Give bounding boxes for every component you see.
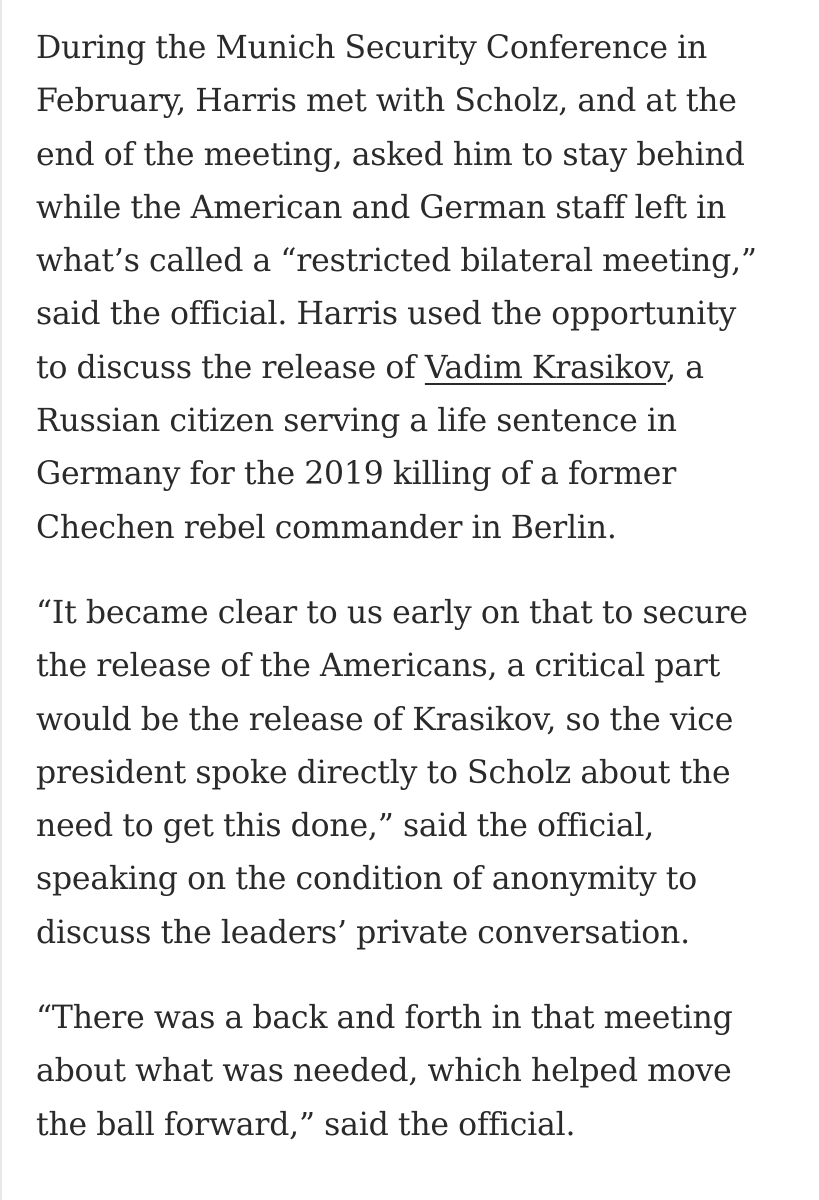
paragraph-line: Chechen rebel commander in Berlin. (36, 509, 617, 546)
paragraph-line: Russian citizen serving a life sentence in (36, 403, 677, 440)
paragraph-line: said the official. Harris used the opportunity (36, 296, 737, 333)
paragraph-line: “There was a back and forth in that meeting (36, 1000, 733, 1037)
paragraph-line: president spoke directly to Scholz about the (36, 754, 731, 791)
paragraph-3 (36, 992, 785, 1152)
paragraph-line: speaking on the condition of anonymity to (36, 861, 697, 898)
paragraph-2 (36, 587, 785, 960)
paragraph-line: Germany for the 2019 killing of a former (36, 456, 677, 493)
line-text-before-link: to discuss the release of (36, 349, 425, 386)
paragraph-line: need to get this done,” said the official, (36, 808, 655, 845)
vadim-krasikov-link[interactable]: Vadim Krasikov (424, 349, 667, 386)
paragraph-line: the ball forward,” said the official. (36, 1106, 576, 1143)
paragraph-line: about what was needed, which helped move (36, 1053, 732, 1090)
paragraph-line: “It became clear to us early on that to secure (36, 594, 748, 631)
line-text-after-link: , a (666, 349, 704, 386)
paragraph-line: During the Munich Security Conference in (36, 30, 708, 66)
paragraph-line-with-link (36, 342, 785, 395)
paragraph-line: the release of the Americans, a critical part (36, 648, 721, 685)
paragraph-line: while the American and German staff left in (36, 189, 727, 226)
paragraph-line: discuss the leaders’ private conversation. (36, 914, 690, 951)
paragraph-line: would be the release of Krasikov, so the vice (36, 701, 734, 738)
paragraph-1 (36, 22, 785, 555)
paragraph-line: what’s called a “restricted bilateral meeting,” (36, 243, 757, 280)
paragraph-line: end of the meeting, asked him to stay behind (36, 136, 745, 173)
paragraph-line: February, Harris met with Scholz, and at the (36, 83, 737, 120)
